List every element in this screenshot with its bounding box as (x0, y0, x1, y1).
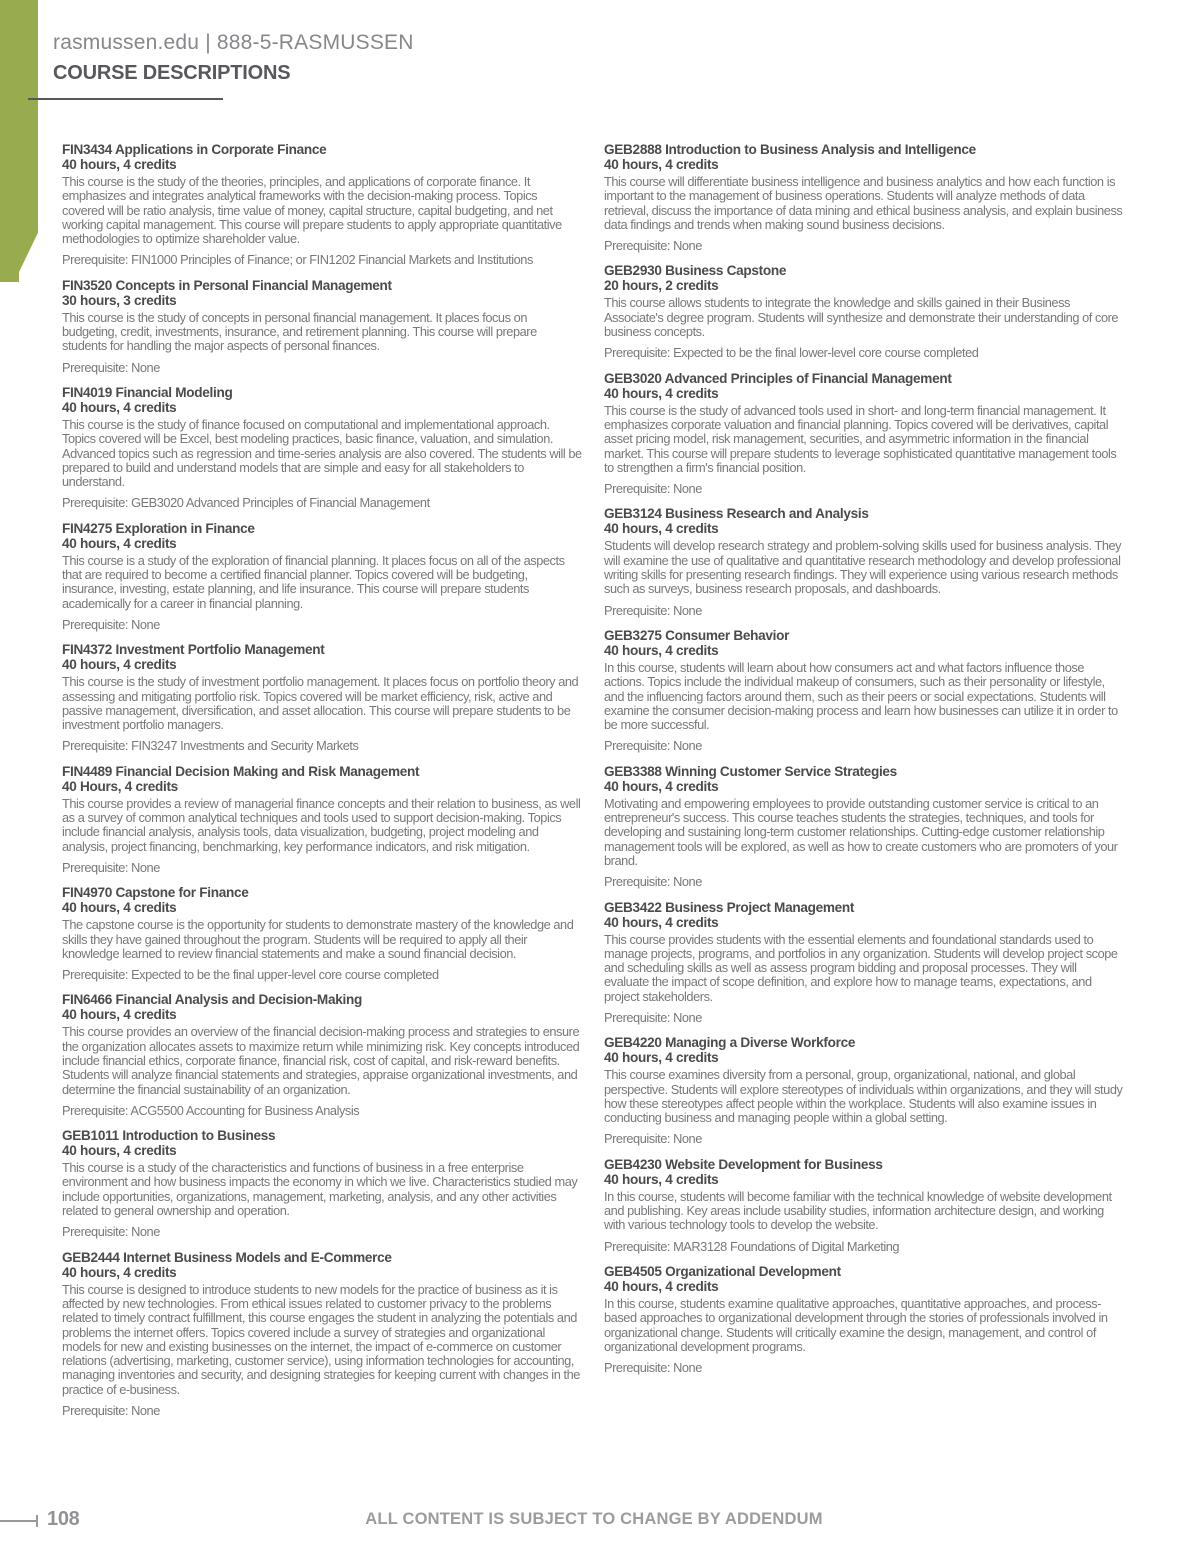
footer-notice: ALL CONTENT IS SUBJECT TO CHANGE BY ADDENDUM (365, 1510, 823, 1528)
course-credits: 40 hours, 4 credits (604, 157, 719, 172)
course-prerequisite: Prerequisite: None (62, 1403, 160, 1419)
course-title: FIN4275 Exploration in Finance (62, 520, 255, 536)
course-description: This course examines diversity from a personal, group, organizational, national, and global perspective. Students will explore stereotypes of individuals within organizations, and they will study how these stereotypes affect people within the workplace. Students will also examine issues in conducting business and managing people within a global setting. (604, 1067, 1123, 1126)
course-prerequisite: Prerequisite: None (604, 874, 702, 890)
course-entry (604, 263, 1124, 360)
course-prerequisite: Prerequisite: None (62, 616, 160, 632)
course-description: This course is designed to introduce students to new models for the practice of business as it is affected by new technologies. From ethical issues related to customer privacy to the problems related to timely contract fulfillment, this course engages the student in analyzing the potentials and problems the internet offers. Topics covered include a survey of strategies and organizational models for new and existing businesses on the internet, the impact of e-commerce on customer relations (advertising, marketing, customer service), using information technologies for accounting, managing inventories and security, and designing strategies for keeping current with changes in the practice of e-business. (62, 1281, 580, 1397)
site-contact-line: rasmussen.edu | 888-5-RASMUSSEN (53, 31, 414, 54)
course-description: In this course, students will learn about how consumers act and what factors influence those actions. Topics include the individual makeup of consumers, such as their personality or lifestyle, and the influencing factors around them, such as their peers or social expectations. Students will examine the consumer decision-making process and learn how businesses can utilize it in order to be more successful. (604, 659, 1118, 733)
course-credits: 40 hours, 4 credits (62, 1264, 177, 1280)
course-entry (62, 142, 582, 268)
course-entry (62, 764, 582, 875)
course-credits: 40 hours, 4 credits (604, 1050, 719, 1066)
course-prerequisite: Prerequisite: None (604, 1131, 702, 1147)
course-prerequisite: Prerequisite: None (604, 238, 702, 254)
course-prerequisite: Prerequisite: FIN3247 Investments and Security Markets (62, 738, 359, 754)
course-description: This course is the study of the theories, principles, and applications of corporate finance. It emphasizes and integrates analytical frameworks with the decision-making process. Topics covered will be ratio analysis, time value of money, capital structure, capital budgeting, and net working capital management. This course will prepare students to apply appropriate quantitative methodologies to optimize shareholder value. (62, 174, 562, 247)
course-title: GEB3422 Business Project Management (604, 899, 855, 915)
course-credits: 40 Hours, 4 credits (62, 778, 178, 794)
course-entry (62, 521, 582, 632)
course-title: GEB2888 Introduction to Business Analysis and Intelligence (604, 142, 976, 157)
course-credits: 40 hours, 4 credits (62, 900, 177, 916)
course-title: FIN3434 Applications in Corporate Finance (62, 142, 327, 157)
course-description: Motivating and empowering employees to provide outstanding customer service is critical to an entrepreneur's success. This course teaches students the strategies, techniques, and tools for developing and sustaining long-term customer relationships. Cutting-edge customer relationship management tools will be explored, as well as how to create customers who are promoters of your brand. (604, 795, 1118, 868)
course-credits: 40 hours, 4 credits (62, 157, 177, 172)
course-title: GEB1011 Introduction to Business (62, 1128, 276, 1144)
course-description: The capstone course is the opportunity for students to demonstrate mastery of the knowledge and skills they have gained throughout the program. Students will be required to apply all their knowledge learned to review financial statements and make a sound financial decision. (62, 917, 574, 961)
course-title: FIN3520 Concepts in Personal Financial Management (62, 277, 392, 293)
page-number: 108 (47, 1508, 80, 1530)
header-rule (28, 98, 223, 100)
course-prerequisite: Prerequisite: GEB3020 Advanced Principles of Financial Management (62, 495, 430, 511)
course-entry (62, 992, 582, 1118)
course-credits: 40 hours, 4 credits (62, 1143, 177, 1159)
course-prerequisite: Prerequisite: None (604, 602, 702, 618)
course-title: GEB4230 Website Development for Business (604, 1156, 883, 1172)
course-credits: 40 hours, 4 credits (604, 642, 719, 658)
course-description: This course provides an overview of the financial decision-making process and strategies to ensure the organization allocates assets to maximize return while minimizing risk. Key concepts introduced include financial ethics, corporate finance, financial risk, cost of capital, and risk-reward benefits. Students will analyze financial statements and strategies, appraise organizational investments, and determine the financial sustainability of an organization. (62, 1024, 580, 1097)
course-entry (62, 885, 582, 982)
course-entry (604, 371, 1124, 497)
course-entry (604, 1157, 1124, 1254)
course-prerequisite: Prerequisite: None (62, 359, 160, 375)
course-title: FIN6466 Financial Analysis and Decision-Making (62, 992, 362, 1008)
course-credits: 40 hours, 4 credits (604, 1171, 719, 1187)
course-description: This course is the study of concepts in personal financial management. It places focus on budgeting, credit, investments, insurance, and retirement planning. This course will prepare students for handling the major aspects of personal finances. (62, 309, 537, 354)
course-title: GEB3388 Winning Customer Service Strategies (604, 763, 897, 779)
course-prerequisite: Prerequisite: None (604, 481, 702, 497)
course-title: FIN4489 Financial Decision Making and Risk Management (62, 763, 420, 779)
course-credits: 40 hours, 4 credits (62, 535, 177, 551)
course-description: This course is a study of the characteristics and functions of business in a free enterprise environment and how business impacts the economy in which we live. Characteristics studied may include opportunities, organizations, management, marketing, analysis, and any other activities related to general ownership and operation. (62, 1160, 578, 1219)
course-prerequisite: Prerequisite: None (604, 1360, 702, 1376)
course-description: This course will differentiate business intelligence and business analytics and how each function is important to the management of business operations. Students will analyze methods of data retrieval, discuss the importance of data mining and ethical business analysis, and explain business data findings and trends when making sound business decisions. (604, 174, 1123, 232)
course-prerequisite: Prerequisite: None (604, 1009, 702, 1025)
course-entry (604, 900, 1124, 1026)
course-description: In this course, students will become familiar with the technical knowledge of website development and publishing. Key areas include usability studies, information architecture design, and working with various technology tools to develop the website. (604, 1188, 1112, 1233)
course-columns (62, 142, 1124, 1472)
course-prerequisite: Prerequisite: ACG5500 Accounting for Business Analysis (62, 1102, 360, 1118)
course-title: FIN4019 Financial Modeling (62, 384, 233, 400)
course-description: This course provides a review of managerial finance concepts and their relation to business, as well as a survey of common analytical techniques and tools used to support decision-making. Topics include financial analysis, analysis tools, data visualization, budgeting, project modeling and analysis, project financing, benchmarking, key performance indicators, and risk mitigation. (62, 795, 581, 854)
course-credits: 40 hours, 4 credits (604, 778, 719, 794)
course-description: Students will develop research strategy and problem-solving skills used for business analysis. They will examine the use of qualitative and quantitative research methodology and develop professional writing skills for presenting research findings. They will experience using various research methods such as surveys, business research proposals, and dashboards. (604, 538, 1122, 597)
page-title: COURSE DESCRIPTIONS (53, 62, 291, 84)
course-credits: 40 hours, 4 credits (604, 385, 719, 401)
course-description: This course is the study of advanced tools used in short- and long-term financial management. It emphasizes corporate valuation and financial planning. Topics covered will be derivatives, capital asset pricing model, risk management, securities, and asymmetric information in the financial market. This course will prepare students to leverage sophisticated quantitative management tools to strengthen a firm's financial position. (604, 402, 1117, 475)
course-title: FIN4970 Capstone for Finance (62, 885, 249, 901)
course-description: In this course, students examine qualitative approaches, quantitative approaches, and process-based approaches to organizational development through the stories of professionals involved in organizational change. Students will critically examine the design, management, and control of organizational development programs. (604, 1295, 1108, 1354)
course-description: This course is a study of the exploration of financial planning. It places focus on all of the aspects that are required to become a certified financial planner. Topics covered will be budgeting, insurance, investing, estate planning, and life insurance. This course will prepare students academically for a career in financial planning. (62, 552, 565, 611)
course-prerequisite: Prerequisite: None (604, 738, 702, 754)
course-entry (604, 628, 1124, 754)
course-title: GEB3275 Consumer Behavior (604, 627, 790, 643)
course-description: This course allows students to integrate the knowledge and skills gained in their Business Associate's degree program. Students will synthesize and demonstrate their understanding of core business concepts. (604, 295, 1119, 340)
course-entry (604, 142, 1124, 253)
course-title: GEB3020 Advanced Principles of Financial Management (604, 370, 952, 386)
column-right (604, 142, 1124, 1472)
column-left (62, 142, 582, 1472)
course-entry (62, 385, 582, 511)
course-prerequisite: Prerequisite: None (62, 1224, 160, 1240)
green-corner-ribbon (0, 0, 38, 282)
course-title: GEB4220 Managing a Diverse Workforce (604, 1035, 856, 1051)
course-entry (604, 1035, 1124, 1146)
course-prerequisite: Prerequisite: None (62, 859, 160, 875)
course-credits: 40 hours, 4 credits (604, 521, 719, 537)
course-credits: 40 hours, 4 credits (62, 399, 177, 415)
course-prerequisite: Prerequisite: Expected to be the final lower-level core course completed (604, 345, 979, 361)
course-entry (62, 642, 582, 753)
course-entry (62, 1128, 582, 1239)
course-credits: 40 hours, 4 credits (604, 914, 719, 930)
course-prerequisite: Prerequisite: MAR3128 Foundations of Digital Marketing (604, 1238, 900, 1254)
course-credits: 40 hours, 4 credits (62, 1007, 177, 1023)
course-description: This course is the study of finance focused on computational and implementational approach. Topics covered will be Excel, best modeling practices, basic finance, valuation, and simulation. Advanced topics such as regression and time-series analysis are also covered. The students will be prepared to build and understand models that are simple and easy for all stakeholders to understand. (62, 416, 582, 490)
course-title: GEB2444 Internet Business Models and E-Commerce (62, 1249, 392, 1265)
course-title: GEB4505 Organizational Development (604, 1263, 841, 1279)
course-entry (62, 1250, 582, 1419)
course-entry (62, 278, 582, 375)
course-title: GEB3124 Business Research and Analysis (604, 506, 869, 522)
course-credits: 20 hours, 2 credits (604, 278, 719, 294)
course-prerequisite: Prerequisite: FIN1000 Principles of Finance; or FIN1202 Financial Markets and Institutions (62, 252, 533, 268)
course-entry (604, 764, 1124, 890)
course-title: FIN4372 Investment Portfolio Management (62, 642, 325, 658)
course-entry (604, 506, 1124, 617)
course-description: This course is the study of investment portfolio management. It places focus on portfolio theory and assessing and mitigating portfolio risk. Topics covered will be market efficiency, risk, active and passive management, diversification, and asset allocation. This course will prepare students to be investment portfolio managers. (62, 674, 579, 733)
course-title: GEB2930 Business Capstone (604, 263, 787, 279)
course-credits: 30 hours, 3 credits (62, 292, 177, 308)
course-description: This course provides students with the essential elements and foundational standards used to manage projects, programs, and portfolios in any organization. Students will develop project scope and scheduling skills as well as assess program bidding and proposal processes. They will evaluate the impact of scope definition, and explore how to manage teams, expectations, and project stakeholders. (604, 931, 1118, 1004)
course-entry (604, 1264, 1124, 1375)
course-credits: 40 hours, 4 credits (62, 657, 177, 673)
course-prerequisite: Prerequisite: Expected to be the final upper-level core course completed (62, 967, 439, 983)
course-credits: 40 hours, 4 credits (604, 1278, 719, 1294)
